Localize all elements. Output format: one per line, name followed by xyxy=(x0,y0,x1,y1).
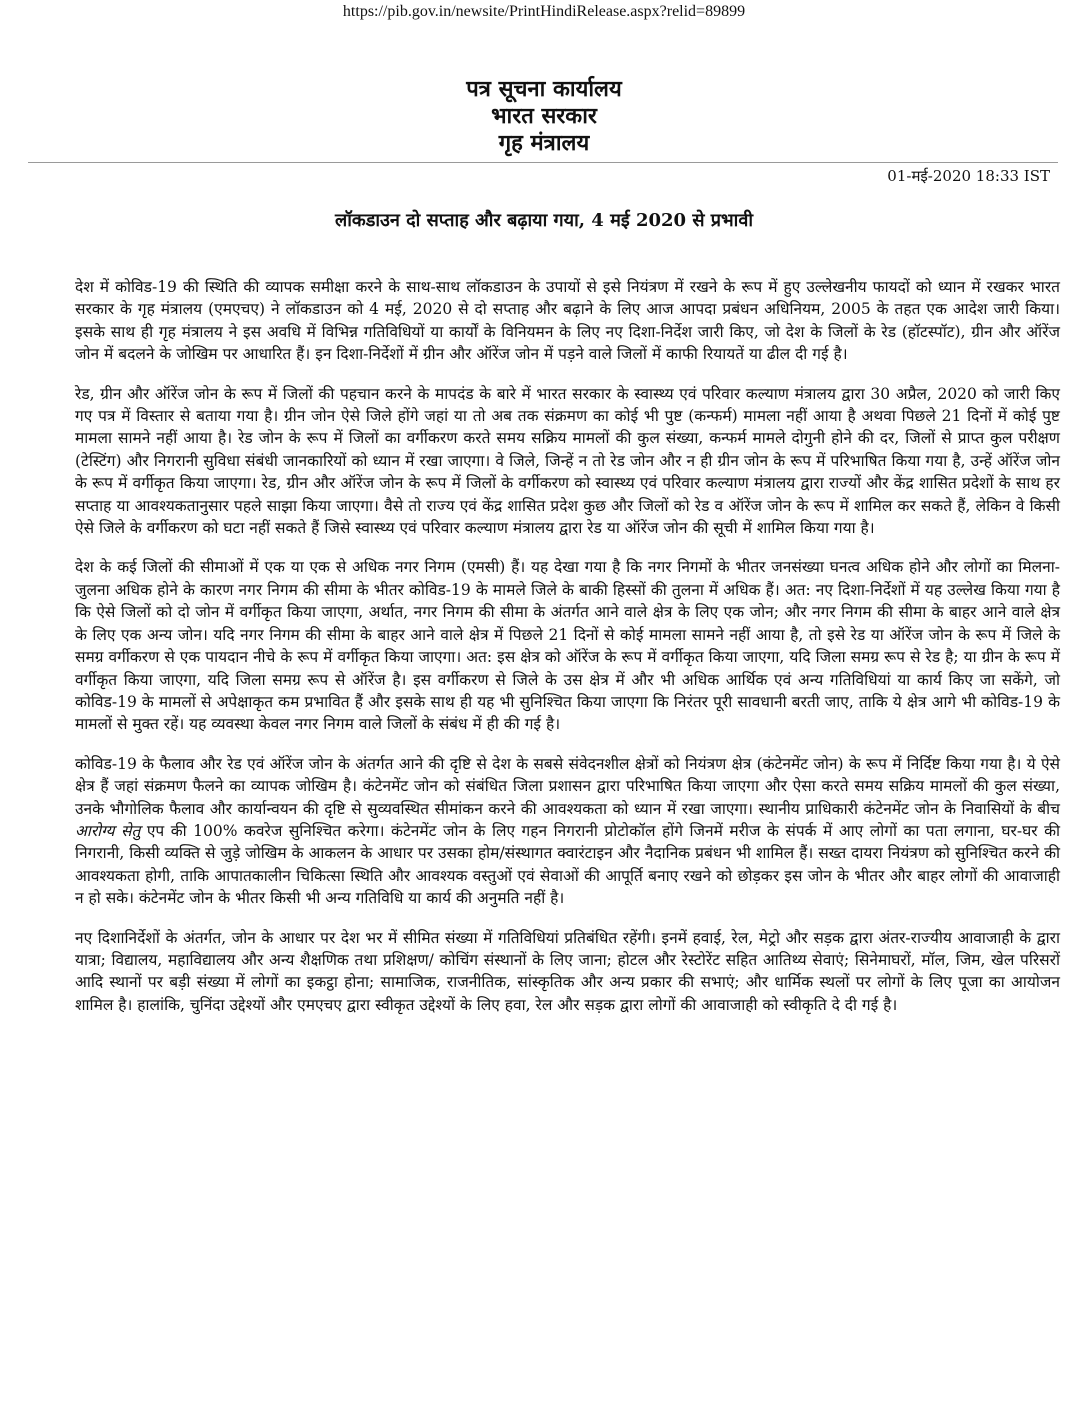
aarogya-setu-app-name: आरोग्य सेतु xyxy=(75,821,141,840)
header-divider xyxy=(28,162,1058,163)
release-datetime: 01-मई-2020 18:33 IST xyxy=(887,167,1050,185)
paragraph-2: रेड, ग्रीन और ऑरेंज जोन के रूप में जिलों की पहचान करने के मापदंड के बारे में भारत सरकार के स्वास्थ्य एवं परिवार कल्याण मंत्रालय द्वारा 30 अप्रैल, 2020 को जारी किए गए पत्र में विस्तार से बताया गया है। ग्रीन जोन ऐसे जिले होंगे जहां या तो अब तक संक्रमण का कोई भी पुष्ट (कन्फर्म) मामला नहीं आया है अथवा पिछले 21 दिनों में कोई पुष्ट मामला सामने नहीं आया है। रेड जोन के रूप में जिलों का वर्गीकरण करते समय सक्रिय मामलों की कुल संख्या, कन्फर्म मामले दोगुनी होने की दर, जिलों से प्राप्त कुल परीक्षण (टेस्टिंग) और निगरानी सुविधा संबंधी जानकारियों को ध्यान में रखा जाएगा। वे जिले, जिन्हें न तो रेड जोन और न ही ग्रीन जोन के रूप में परिभाषित किया गया है, उन्हें ऑरेंज जोन के रूप में वर्गीकृत किया जाएगा। रेड, ग्रीन और ऑरेंज जोन के रूप में जिलों के वर्गीकरण को स्वास्थ्य एवं परिवार कल्याण मंत्रालय द्वारा राज्यों और केंद्र शासित प्रदेशों के साथ हर सप्ताह या आवश्यकतानुसार पहले साझा किया जाएगा। वैसे तो राज्य एवं केंद्र शासित प्रदेश कुछ और जिलों को रेड व ऑरेंज जोन के रूप में शामिल कर सकते हैं, लेकिन वे किसी ऐसे जिले के वर्गीकरण को घटा नहीं सकते हैं जिसे स्वास्थ्य एवं परिवार कल्याण मंत्रालय द्वारा रेड या ऑरेंज जोन की सूची में शामिल किया गया है। xyxy=(75,384,1060,538)
release-header xyxy=(0,76,1088,157)
paragraph-5: नए दिशानिर्देशों के अंतर्गत, जोन के आधार पर देश भर में सीमित संख्या में गतिविधियां प्रतिबंधित रहेंगी। इनमें हवाई, रेल, मेट्रो और सड़क द्वारा अंतर-राज्यीय आवाजाही के द्वारा यात्रा; विद्यालय, महाविद्यालय और अन्य शैक्षणिक तथा प्रशिक्षण/ कोचिंग संस्थानों के लिए जाना; होटल और रेस्टोरेंट सहित आतिथ्य सेवाएं; सिनेमाघरों, मॉल, जिम, खेल परिसरों आदि स्थानों पर बड़ी संख्या में लोगों का इकट्ठा होना; सामाजिक, राजनीतिक, सांस्कृतिक और अन्य प्रकार की सभाएं; और धार्मिक स्थलों पर लोगों के लिए पूजा का आयोजन शामिल है। हालांकि, चुनिंदा उद्देश्यों और एमएचए द्वारा स्वीकृत उद्देश्यों के लिए हवा, रेल और सड़क द्वारा लोगों की आवाजाही को स्वीकृति दे दी गई है। xyxy=(75,928,1060,1014)
page-url: https://pib.gov.in/newsite/PrintHindiRelease.aspx?relid=89899 xyxy=(342,3,746,20)
paragraph-4 xyxy=(75,753,1060,910)
paragraph-1: देश में कोविड-19 की स्थिति की व्यापक समीक्षा करने के साथ-साथ लॉकडाउन के उपायों से इसे नियंत्रण में रखने के रूप में हुए उल्लेखनीय फायदों को ध्यान में रखकर भारत सरकार के गृह मंत्रालय (एमएचए) ने लॉकडाउन को 4 मई, 2020 से दो सप्ताह और बढ़ाने के लिए आज आपदा प्रबंधन अधिनियम, 2005 के तहत एक आदेश जारी किया। इसके साथ ही गृह मंत्रालय ने इस अवधि में विभिन्न गतिविधियों या कार्यों के विनियमन के लिए नए दिशा-निर्देश जारी किए, जो देश के जिलों के रेड (हॉटस्पॉट), ग्रीन और ऑरेंज जोन में बदलने के जोखिम पर आधारित हैं। इन दिशा-निर्देशों में ग्रीन और ऑरेंज जोन में पड़ने वाले जिलों में काफी रियायतें या ढील दी गई है। xyxy=(75,278,1060,364)
government-name: भारत सरकार xyxy=(491,103,597,129)
paragraph-4-text-a: कोविड-19 के फैलाव और रेड एवं ऑरेंज जोन के अंतर्गत आने की दृष्टि से देश के सबसे संवेदनशील क्षेत्रों को नियंत्रण क्षेत्र (कंटेनमेंट जोन) के रूप में निर्दिष्ट किया गया है। ये ऐसे क्षेत्र हैं जहां संक्रमण फैलने का व्यापक जोखिम है। कंटेनमेंट जोन को संबंधित जिला प्रशासन द्वारा परिभाषित किया जाएगा और ऐसा करते समय सक्रिय मामलों की कुल संख्या, उनके भौगोलिक फैलाव और कार्यान्वयन की दृष्टि से सुव्यवस्थित सीमांकन करने की आवश्यकता को ध्यान में रखा जाएगा। स्थानीय प्राधिकारी कंटेनमेंट जोन के निवासियों के बीच xyxy=(75,754,1060,818)
paragraph-3: देश के कई जिलों की सीमाओं में एक या एक से अधिक नगर निगम (एमसी) हैं। यह देखा गया है कि नगर निगमों के भीतर जनसंख्या घनत्व अधिक होने और लोगों का मिलना-जुलना अधिक होने के कारण नगर निगम की सीमा के भीतर कोविड-19 के मामले जिले के बाकी हिस्सों की तुलना में अधिक हैं। अत: नए दिशा-निर्देशों में यह उल्लेख किया गया है कि ऐसे जिलों को दो जोन में वर्गीकृत किया जाएगा, अर्थात, नगर निगम की सीमा के अंतर्गत आने वाले क्षेत्र के लिए एक जोन; और नगर निगम की सीमा के बाहर आने वाले क्षेत्र के लिए एक अन्य जोन। यदि नगर निगम की सीमा के बाहर आने वाले क्षेत्र में पिछले 21 दिनों से कोई मामला सामने नहीं आया है, तो इसे रेड या ऑरेंज जोन के रूप में जिले के समग्र वर्गीकरण से एक पायदान नीचे के रूप में वर्गीकृत किया जाएगा। अत: इस क्षेत्र को ऑरेंज के रूप में वर्गीकृत किया जाएगा, यदि जिला समग्र रूप से रेड है; या ग्रीन के रूप में वर्गीकृत किया जाएगा, यदि जिला समग्र रूप से ऑरेंज है। इस वर्गीकरण से जिले के उस क्षेत्र में और भी अधिक आर्थिक एवं अन्य गतिविधियां या कार्य किए जा सकेंगे, जो कोविड-19 के मामलों से अपेक्षाकृत कम प्रभावित हैं और इसके साथ ही यह भी सुनिश्चित किया जाएगा कि निरंतर पूरी सावधानी बरती जाए, ताकि ये क्षेत्र आगे भी कोविड-19 के मामलों से मुक्त रहें। यह व्यवस्था केवल नगर निगम वाले जिलों के संबंध में ही की गई है। xyxy=(75,558,1060,734)
ministry-name: गृह मंत्रालय xyxy=(498,130,590,156)
paragraph-4-text-b: एप की 100% कवरेज सुनिश्चित करेगा। कंटेनमेंट जोन के लिए गहन निगरानी प्रोटोकॉल होंगे जिनमें मरीज के संपर्क में आए लोगों का पता लगाना, घर-घर की निगरानी, किसी व्यक्ति से जुड़े जोखिम के आकलन के आधार पर उसका होम/संस्थागत क्वारंटाइन और नैदानिक प्रबंधन भी शामिल हैं। सख्त दायरा नियंत्रण को सुनिश्चित करने की आवश्यकता होगी, ताकि आपातकालीन चिकित्सा स्थिति और आवश्यक वस्तुओं एवं सेवाओं की आपूर्ति बनाए रखने को छोड़कर इस जोन के भीतर और बाहर लोगों की आवाजाही न हो सके। कंटेनमेंट जोन के भीतर किसी भी अन्य गतिविधि या कार्य की अनुमति नहीं है। xyxy=(75,821,1061,908)
office-name: पत्र सूचना कार्यालय xyxy=(466,76,622,102)
release-title: लॉकडाउन दो सप्ताह और बढ़ाया गया, 4 मई 2020 से प्रभावी xyxy=(335,210,753,231)
release-body xyxy=(75,276,1060,1033)
